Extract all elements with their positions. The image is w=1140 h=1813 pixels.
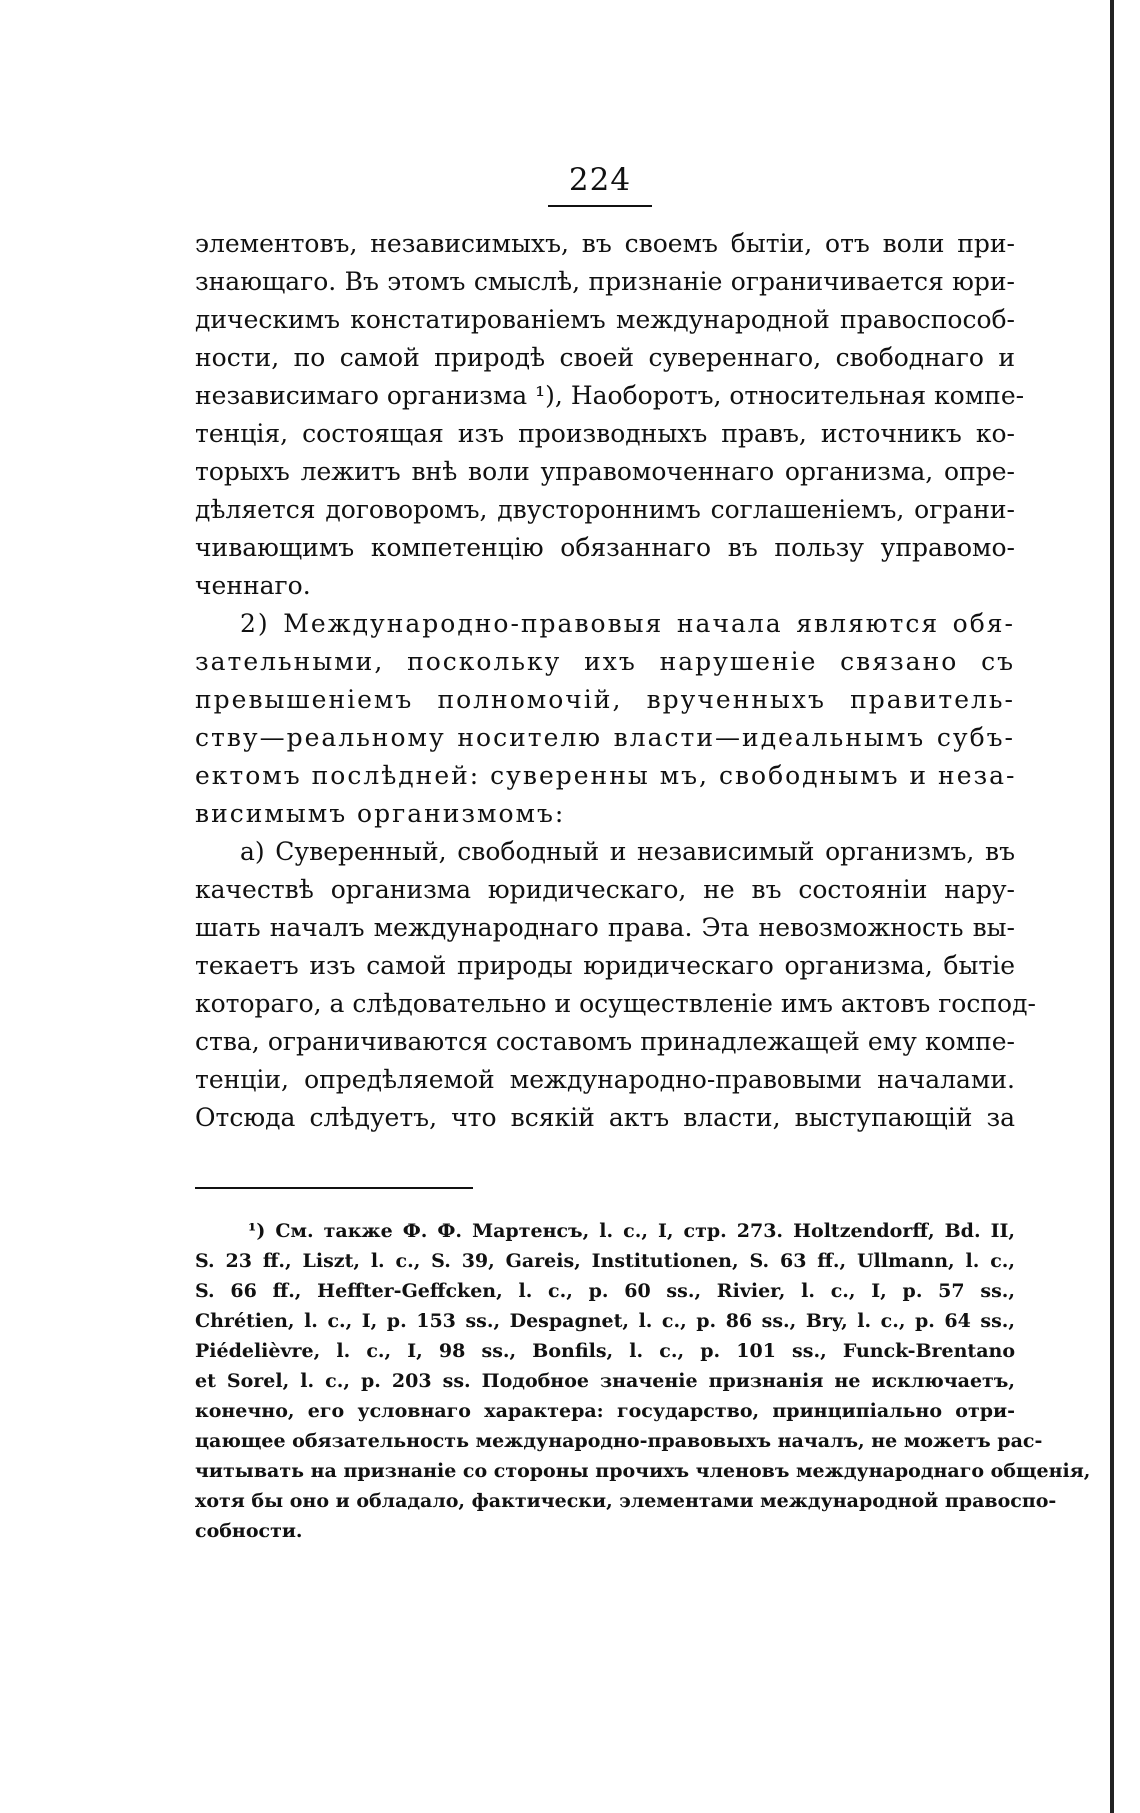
- body-line: ству—реальному носителю власти—идеальнымъ субъ-: [195, 723, 1015, 752]
- body-line: чивающимъ компетенцію обязаннаго въ пользу управомо-: [195, 533, 1015, 562]
- footnote-line: et Sorel, l. c., p. 203 ss. Подобное значеніе признанія не исключаетъ,: [195, 1370, 1015, 1392]
- body-line: котораго, а слѣдовательно и осуществленіе имъ актовъ господ-: [195, 989, 1036, 1018]
- body-line: независимаго организма ¹), Наоборотъ, относительная компе-: [195, 381, 1025, 410]
- body-line: зательными, поскольку ихъ нарушеніе связано съ: [195, 647, 1015, 676]
- body-line: ства, ограничиваются составомъ принадлежащей ему компе-: [195, 1027, 1015, 1056]
- page-edge-bar: [1110, 0, 1114, 1813]
- body-line: ности, по самой природѣ своей сувереннаго, свободнаго и: [195, 343, 1015, 372]
- body-line: 2) Международно-правовыя начала являются обя-: [240, 609, 1015, 638]
- body-line: дическимъ констатированіемъ международной правоспособ-: [195, 305, 1015, 334]
- footnote-line: S. 23 ff., Liszt, l. c., S. 39, Gareis, Institutionen, S. 63 ff., Ullmann, l. c.,: [195, 1250, 1015, 1272]
- body-line: текаетъ изъ самой природы юридическаго организма, бытіе: [195, 951, 1015, 980]
- body-line: знающаго. Въ этомъ смыслѣ, признаніе ограничивается юри-: [195, 267, 1015, 296]
- footnote-line: S. 66 ff., Heffter-Geffcken, l. c., p. 60 ss., Rivier, l. c., I, p. 57 ss.,: [195, 1280, 1015, 1302]
- footnote-line: собности.: [195, 1520, 303, 1542]
- body-line: шать началъ международнаго права. Эта невозможность вы-: [195, 913, 1015, 942]
- body-line: превышеніемъ полномочій, врученныхъ правитель-: [195, 685, 1015, 714]
- footnote-line: Piédelièvre, l. c., I, 98 ss., Bonfils, l. c., p. 101 ss., Funck-Brentano: [195, 1340, 1015, 1362]
- body-line: качествѣ организма юридическаго, не въ состояніи нару-: [195, 875, 1015, 904]
- body-line: тенція, состоящая изъ производныхъ правъ, источникъ ко-: [195, 419, 1015, 448]
- footnote-line: ¹) См. также Ф. Ф. Мартенсъ, l. c., I, стр. 273. Holtzendorff, Bd. II,: [248, 1220, 1015, 1242]
- body-line: тенціи, опредѣляемой международно-правовыми началами.: [195, 1065, 1015, 1094]
- footnote-line: Chrétien, l. c., I, p. 153 ss., Despagnet, l. c., p. 86 ss., Bry, l. c., p. 64 ss.,: [195, 1310, 1015, 1332]
- footnote-line: хотя бы оно и обладало, фактически, элементами международной правоспо-: [195, 1490, 1057, 1512]
- footnote-line: цающее обязательность международно-правовыхъ началъ, не можетъ рас-: [195, 1430, 1043, 1452]
- body-line: ченнаго.: [195, 571, 311, 600]
- body-line: элементовъ, независимыхъ, въ своемъ бытіи, отъ воли при-: [195, 229, 1015, 258]
- body-line: ектомъ послѣдней: суверенны мъ, свободнымъ и неза-: [195, 761, 1017, 790]
- footnote-line: конечно, его условнаго характера: государство, принципіально отри-: [195, 1400, 1015, 1422]
- page-number-rule: [548, 205, 652, 207]
- page-number: 224: [568, 162, 632, 198]
- body-line: торыхъ лежитъ внѣ воли управомоченнаго организма, опре-: [195, 457, 1015, 486]
- body-line: Отсюда слѣдуетъ, что всякій актъ власти, выступающій за: [195, 1103, 1015, 1132]
- body-line: дѣляется договоромъ, двустороннимъ соглашеніемъ, ограни-: [195, 495, 1015, 524]
- body-line: а) Суверенный, свободный и независимый организмъ, въ: [240, 837, 1015, 866]
- footnote-line: читывать на признаніе со стороны прочихъ членовъ международнаго общенія,: [195, 1460, 1091, 1482]
- body-line: висимымъ организмомъ:: [195, 799, 566, 828]
- footnote-separator: [195, 1187, 473, 1189]
